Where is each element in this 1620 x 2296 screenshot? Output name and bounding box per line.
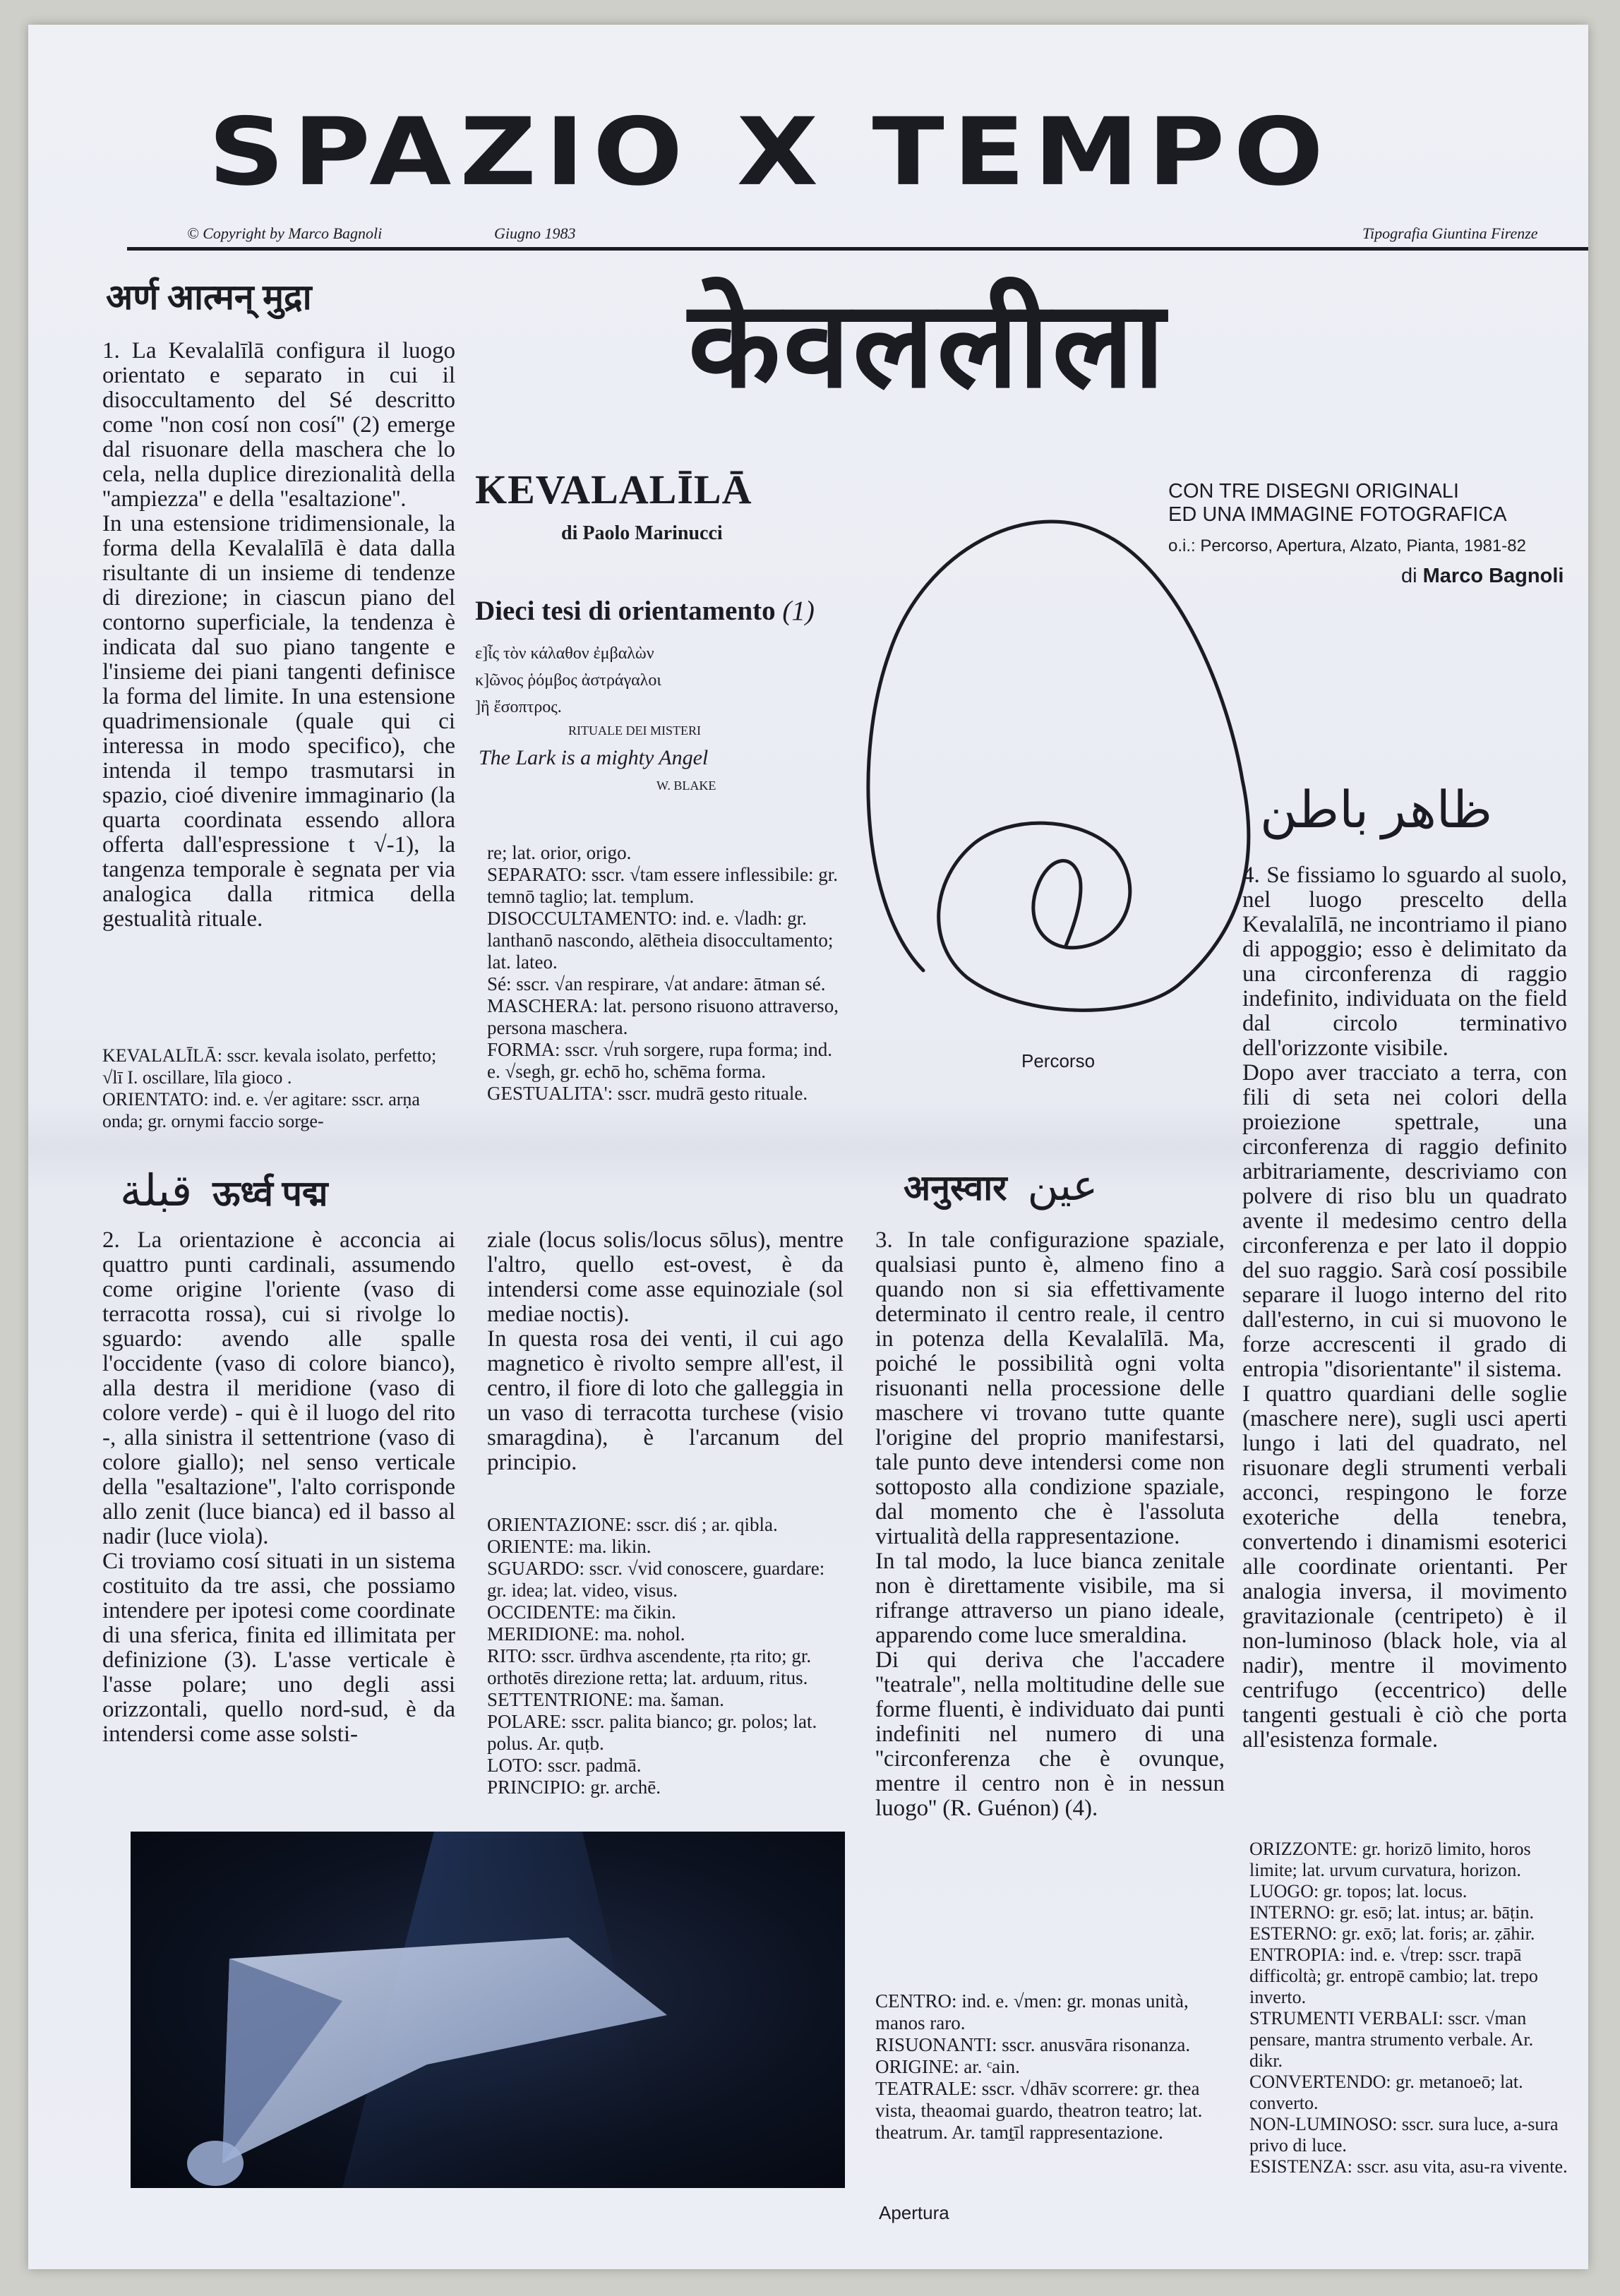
paragraph: Di qui deriva che l'accadere ''teatrale'', nella moltitudine delle sue forme fluenti, è individuato dai punti indefiniti nel numero di una ''circonferenza che è ovunque, mentre il centro non è in nessun luogo'' (R. Guénon) (4). [875, 1647, 1225, 1821]
note: ORIZZONTE: gr. horizō limito, horos limite; lat. urvum curvatura, horizon. [1249, 1839, 1531, 1880]
note: SETTENTRIONE: ma. šaman. [487, 1689, 724, 1710]
note: FORMA: sscr. √ruh sorgere, rupa forma; ind. e. √segh, gr. echō ho, schēma forma. [487, 1039, 833, 1082]
note: MERIDIONE: ma. nohol. [487, 1623, 685, 1645]
note: SGUARDO: sscr. √vid conoscere, guardare: gr. idea; lat. video, visus. [487, 1558, 825, 1601]
paragraph: ziale (locus solis/locus sōlus), mentre l'altro, quello est-ovest, è da intendersi come asse equinoziale (sol mediae noctis). [487, 1227, 844, 1327]
photo-illustration [131, 1832, 845, 2188]
section-3-arabic: عين [1027, 1162, 1098, 1209]
section-2-heading [120, 1165, 328, 1217]
greek-line: ε]ἶς τὸν κάλαθον ἐμβαλὼν [475, 644, 654, 663]
note: ESISTENZA: sscr. asu vita, asu-ra vivente. [1249, 2156, 1568, 2177]
section-1-text [102, 339, 455, 932]
subtitle-text: Dieci tesi di orientamento [475, 596, 776, 626]
printer-line: Tipografia Giuntina Firenze [1362, 224, 1538, 242]
kevalalila-title: KEVALALĪLĀ [475, 467, 752, 512]
note: CENTRO: ind. e. √men: gr. monas unità, manos raro. [875, 1990, 1189, 2033]
credits-line: ED UNA IMMAGINE FOTOGRAFICA [1168, 503, 1507, 526]
devanagari-title: केवललीला [688, 280, 1168, 412]
section-3-notes [875, 1990, 1225, 2144]
credits-line: CON TRE DISEGNI ORIGINALI [1168, 480, 1459, 503]
note: LOTO: sscr. padmā. [487, 1755, 642, 1776]
artist-by: di [1401, 565, 1417, 587]
greek-epigraph [475, 640, 772, 721]
epigraph-source: W. BLAKE [656, 779, 716, 793]
section-2-text [102, 1228, 455, 1747]
note: ORIENTAZIONE: sscr. diś ; ar. qibla. [487, 1514, 778, 1535]
note: RITO: sscr. ūrdhva ascendente, ṛta rito; gr. orthotēs direzione retta; lat. arduum, ritus. [487, 1645, 812, 1688]
note: KEVALALĪLĀ: sscr. kevala isolato, perfetto; √lī I. oscillare, līla gioco . [102, 1045, 437, 1088]
paragraph: 4. Se fissiamo lo sguardo al suolo, nel luogo prescelto della Kevalalīlā, ne incontriamo il piano di appoggio; esso è delimitato da una circonferenza di raggio indefinito, individuata on the field dal circolo terminativo dell'orizzonte visibile. [1242, 862, 1567, 1061]
percorso-drawing [847, 483, 1271, 1034]
masthead-title: SPAZIO X TEMPO [208, 98, 1332, 207]
drawing-caption: Percorso [1021, 1050, 1096, 1071]
greek-line: κ]ῶνος ῥόμβος ἀστράγαλοι [475, 671, 661, 690]
note: GESTUALITA': sscr. mudrā gesto rituale. [487, 1083, 808, 1104]
note: ORIENTE: ma. likin. [487, 1536, 652, 1557]
greek-line: ]ἢ ἔσοπτρος. [475, 698, 562, 716]
note: OCCIDENTE: ma čikin. [487, 1601, 676, 1623]
artist-name: Marco Bagnoli [1422, 565, 1564, 587]
copyright-line: © Copyright by Marco Bagnoli [187, 224, 383, 242]
section-4-text [1242, 863, 1567, 1753]
paragraph: I quattro quardiani delle soglie (maschere nere), sugli usci aperti lungo i lati del quadrato, nel risuonare degli strumenti verbali acconci, respingono le forze exoteriche della tenebra, convertendo i dinamismi esoterici alle coordinate orientanti. Per analogia inversa, il movimento gravitazionale (centripeto) è il non-luminoso (black hole, via al nadir), mentre il movimento centrifugo (eccentrico) delle tangenti gestuali è ciò che porta all'esistenza formale. [1242, 1381, 1567, 1753]
paragraph: 3. In tale configurazione spaziale, qualsiasi punto è, almeno fino a quando non si sia effettivamente determinato il centro reale, il centro in potenza della Kevalalīlā. Ma, poiché le possibilità ogni volta risuonanti nella processione delle maschere vi trovano tutte quante l'origine del proprio manifestarsi, tale punto deve intendersi come non sottoposto alla condizione spaziale, dal momento che è l'assoluta virtualità della rappresentazione. [875, 1227, 1225, 1549]
paragraph: 1. La Kevalalīlā configura il luogo orientato e separato in cui il disoccultamento del Sé descritto come ''non cosí non cosí'' (2) emerge dal risuonare della maschera che lo cela, nella duplice direzionalità della ''ampiezza'' e della ''esaltazione''. [102, 338, 455, 512]
subtitle-ref: (1) [782, 596, 815, 626]
artist-line [1401, 565, 1564, 588]
glass-bulb [187, 2141, 244, 2186]
masthead-rule [127, 247, 1588, 251]
note: TEATRALE: sscr. √dhāv scorrere: gr. thea vista, theaomai guardo, theatron teatro; lat. theatrum. Ar. tamṯīl rappresentazione. [875, 2078, 1203, 2143]
note: MASCHERA: lat. persono risuono attraverso, persona maschera. [487, 995, 839, 1038]
section-1-heading: अर्ण आत्मन् मुद्रा [106, 277, 312, 317]
greek-source: RITUALE DEI MISTERI [568, 723, 701, 738]
note: STRUMENTI VERBALI: sscr. √man pensare, mantra strumento verbale. Ar. dikr. [1249, 2008, 1534, 2071]
paragraph: Dopo aver tracciato a terra, con fili di seta nei colori della proiezione spettrale, una circonferenza di raggio definito arbitrariamente, descriviamo con polvere di riso blu un quadrato avente il medesimo centro della circonferenza e per lato il doppio del suo raggio. Sarà cosí possibile separare il luogo interno del rito dall'esterno, in cui si muovono le forze accrescenti il grado di entropia ''disorientante'' il sistema. [1242, 1060, 1567, 1382]
section-2-text-continued [487, 1228, 844, 1475]
author-line: di Paolo Marinucci [561, 522, 723, 544]
note: CONVERTENDO: gr. metanoeō; lat. converto. [1249, 2072, 1523, 2113]
note: POLARE: sscr. palita bianco; gr. polos; lat. polus. Ar. quṭb. [487, 1711, 817, 1754]
document-sheet [28, 25, 1588, 2269]
note: ESTERNO: gr. exō; lat. foris; ar. ẓāhir. [1249, 1923, 1535, 1944]
note: INTERNO: gr. esō; lat. intus; ar. bāṭin. [1249, 1902, 1534, 1923]
section-1-notes [102, 1045, 455, 1132]
note: PRINCIPIO: gr. archē. [487, 1777, 661, 1798]
photo-caption: Apertura [879, 2202, 949, 2223]
blake-epigraph: The Lark is a mighty Angel [479, 746, 709, 769]
section-4-notes [1249, 1839, 1571, 2177]
section-2-notes [487, 1514, 844, 1798]
subtitle [475, 595, 815, 627]
note: SEPARATO: sscr. √tam essere inflessibile: gr. temnō taglio; lat. templum. [487, 864, 839, 907]
paragraph: In una estensione tridimensionale, la forma della Kevalalīlā è data dalla risultante di un insieme di tendenze di direzione; in ciascun piano del contorno superficiale, la tendenza è indicata dal suo piano tangente e l'insieme dei piani tangenti definisce la forma del limite. In una estensione quadrimensionale (quale qui ci interessa in modo specifico), che intenda il tempo trasmutarsi in spazio, cioé divenire immaginario (la quarta coordinata essendo allora offerta dall'espressione t √-1), la tangenza temporale è segnata per via analogica dalla ritmica della gestualità rituale. [102, 511, 455, 932]
note: RISUONANTI: sscr. anusvāra risonanza. [875, 2034, 1191, 2055]
paragraph: 2. La orientazione è acconcia ai quattro punti cardinali, assumendo come origine l'oriente (vaso di terracotta rossa), cui si rivolge lo sguardo: avendo alle spalle l'occidente (vaso di colore bianco), alla destra il meridione (vaso di colore verde) - qui è il luogo del rito -, alla sinistra il settentrione (vaso di colore giallo); nel senso verticale della ''esaltazione'', l'alto corrisponde allo zenit (luce bianca) ed il basso al nadir (luce viola). [102, 1227, 455, 1549]
paragraph: In questa rosa dei venti, il cui ago magnetico è rivolto sempre all'est, il centro, il fiore di loto che galleggia in un vaso di terracotta turchese (visio smaragdina), è l'arcanum del principio. [487, 1326, 844, 1475]
section-1-notes-continued [487, 842, 844, 1105]
section-2-devanagari: ऊर्ध्व पद्म [212, 1174, 328, 1213]
issue-date: Giugno 1983 [494, 224, 576, 242]
apertura-photograph [131, 1832, 845, 2188]
section-3-heading [904, 1161, 1098, 1210]
section-2-arabic: قبلة [120, 1167, 193, 1215]
note: NON-LUMINOSO: sscr. sura luce, a-sura privo di luce. [1249, 2114, 1559, 2156]
paragraph: Ci troviamo cosí situati in un sistema costituito da tre assi, che possiamo intendere per ipotesi come coordinate di una sferica, finita ed illimitata per definizione (3). L'asse verticale è l'asse polare; uno degli assi orizzontali, quello nord-sud, è da intendersi come asse solsti- [102, 1549, 455, 1747]
note: Sé: sscr. √an respirare, √at andare: ātman sé. [487, 973, 826, 994]
section-3-devanagari: अनुस्वार [904, 1168, 1007, 1208]
section-3-text [875, 1228, 1225, 1821]
spiral-line [868, 522, 1249, 1010]
note: ENTROPIA: ind. e. √trep: sscr. trapā difficoltà; gr. entropē cambio; lat. trepo inverto. [1249, 1945, 1538, 2007]
section-4-heading: ظاهر باطن [1260, 782, 1493, 839]
note: re; lat. orior, origo. [487, 842, 632, 863]
note: LUOGO: gr. topos; lat. locus. [1249, 1881, 1468, 1901]
note: ORIENTATO: ind. e. √er agitare: sscr. arṇa onda; gr. ornymi faccio sorge- [102, 1089, 420, 1131]
paragraph: In tal modo, la luce bianca zenitale non è direttamente visibile, ma si rifrange attraverso un piano ideale, apparendo come luce smeraldina. [875, 1549, 1225, 1648]
note: ORIGINE: ar. ᶜain. [875, 2056, 1020, 2077]
note: DISOCCULTAMENTO: ind. e. √ladh: gr. lanthanō nascondo, alētheia disoccultamento; lat. lateo. [487, 908, 834, 973]
works-list: o.i.: Percorso, Apertura, Alzato, Pianta, 1981-82 [1168, 536, 1526, 555]
